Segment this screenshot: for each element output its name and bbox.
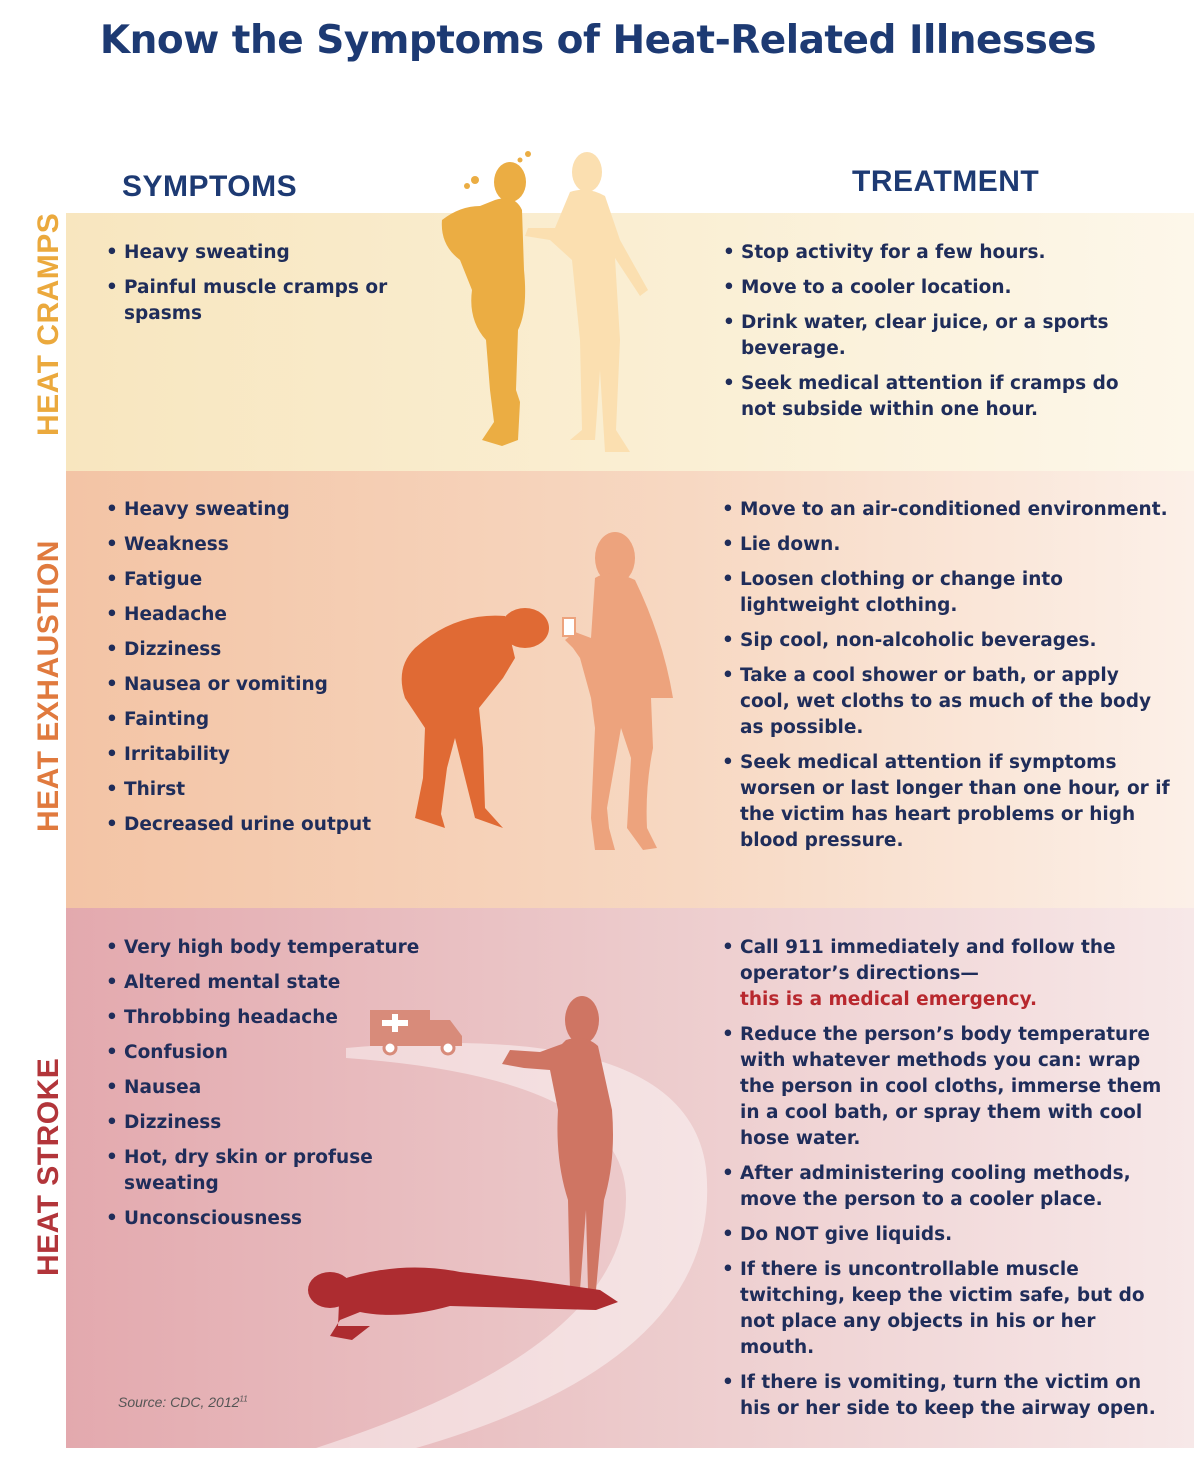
symptoms-column-header: SYMPTOMS	[122, 170, 298, 203]
heat-cramps-label: HEAT CRAMPS	[32, 212, 65, 436]
list-item: • Very high body temperature	[106, 935, 436, 961]
heat-cramps-treatment-list	[723, 240, 1143, 432]
list-item: • Confusion	[106, 1040, 436, 1066]
list-item: • Weakness	[106, 532, 386, 558]
list-item: • Stop activity for a few hours.	[723, 240, 1143, 266]
heat-exhaustion-label: HEAT EXHAUSTION	[32, 540, 65, 832]
list-item: • Unconsciousness	[106, 1206, 436, 1232]
list-item: • Seek medical attention if cramps do not subside within one hour.	[723, 371, 1143, 423]
list-item: • Dizziness	[106, 637, 386, 663]
list-item: • Nausea or vomiting	[106, 672, 386, 698]
list-item: • Heavy sweating	[106, 497, 386, 523]
list-item: • Seek medical attention if symptoms worsen or last longer than one hour, or if the victim has heart problems or high blood pressure.	[722, 750, 1174, 854]
list-item: • Drink water, clear juice, or a sports beverage.	[723, 310, 1143, 362]
cramping-figure-silhouette	[442, 151, 531, 446]
list-item: • Heavy sweating	[106, 240, 396, 266]
list-item	[722, 935, 1174, 1013]
list-item: • Move to a cooler location.	[723, 275, 1143, 301]
medical-emergency-text: this is a medical emergency.	[740, 989, 1037, 1010]
list-item: • Reduce the person’s body temperature with whatever methods you can: wrap the person in cool cloths, immerse them in a cool bath, or spray them with cool hose water.	[722, 1022, 1174, 1152]
list-item: • Painful muscle cramps or spasms	[106, 275, 396, 327]
heat-exhaustion-treatment-list	[722, 497, 1174, 863]
list-item: • If there is vomiting, turn the victim on his or her side to keep the airway open.	[722, 1370, 1174, 1422]
list-item: • After administering cooling methods, move the person to a cooler place.	[722, 1161, 1174, 1213]
source-citation	[118, 1394, 248, 1410]
call-911-text: Call 911 immediately and follow the operator’s directions—	[740, 937, 1116, 984]
list-item: • Altered mental state	[106, 970, 436, 996]
list-item: • Fatigue	[106, 567, 386, 593]
caller-figure-silhouette	[502, 996, 613, 1290]
list-item: • Take a cool shower or bath, or apply cool, wet cloths to as much of the body as possible.	[722, 663, 1174, 741]
heat-stroke-treatment-list	[722, 935, 1174, 1431]
list-item: • Headache	[106, 602, 386, 628]
heat-cramps-illustration	[420, 140, 680, 460]
heat-exhaustion-symptoms-list	[106, 497, 386, 847]
heat-stroke-label: HEAT STROKE	[32, 1057, 65, 1276]
heat-exhaustion-illustration	[395, 528, 695, 858]
list-item: • Fainting	[106, 707, 386, 733]
treatment-column-header: TREATMENT	[852, 165, 1040, 198]
list-item: • Nausea	[106, 1075, 436, 1101]
list-item: • Loosen clothing or change into lightweight clothing.	[722, 567, 1174, 619]
heat-stroke-symptoms-list	[106, 935, 436, 1241]
list-item: • Throbbing headache	[106, 1005, 436, 1031]
list-item: • Hot, dry skin or profuse sweating	[106, 1145, 436, 1197]
list-item: • Dizziness	[106, 1110, 436, 1136]
list-item: • Sip cool, non-alcoholic beverages.	[722, 628, 1174, 654]
source-text: Source: CDC, 2012	[118, 1394, 240, 1410]
list-item: • Do NOT give liquids.	[722, 1222, 1174, 1248]
list-item: • If there is uncontrollable muscle twitching, keep the victim safe, but do not place any objects in his or her mouth.	[722, 1257, 1174, 1361]
helper-figure-silhouette	[525, 152, 648, 452]
heat-cramps-symptoms-list	[106, 240, 396, 336]
list-item: • Move to an air-conditioned environment.	[722, 497, 1174, 523]
list-item: • Lie down.	[722, 532, 1174, 558]
page-title: Know the Symptoms of Heat-Related Illnesses	[99, 18, 1097, 63]
list-item: • Irritability	[106, 742, 386, 768]
helper-figure-silhouette	[563, 532, 673, 850]
list-item: • Thirst	[106, 777, 386, 803]
source-footnote: 11	[239, 1394, 248, 1404]
bent-over-figure-silhouette	[402, 608, 549, 828]
list-item: • Decreased urine output	[106, 812, 386, 838]
